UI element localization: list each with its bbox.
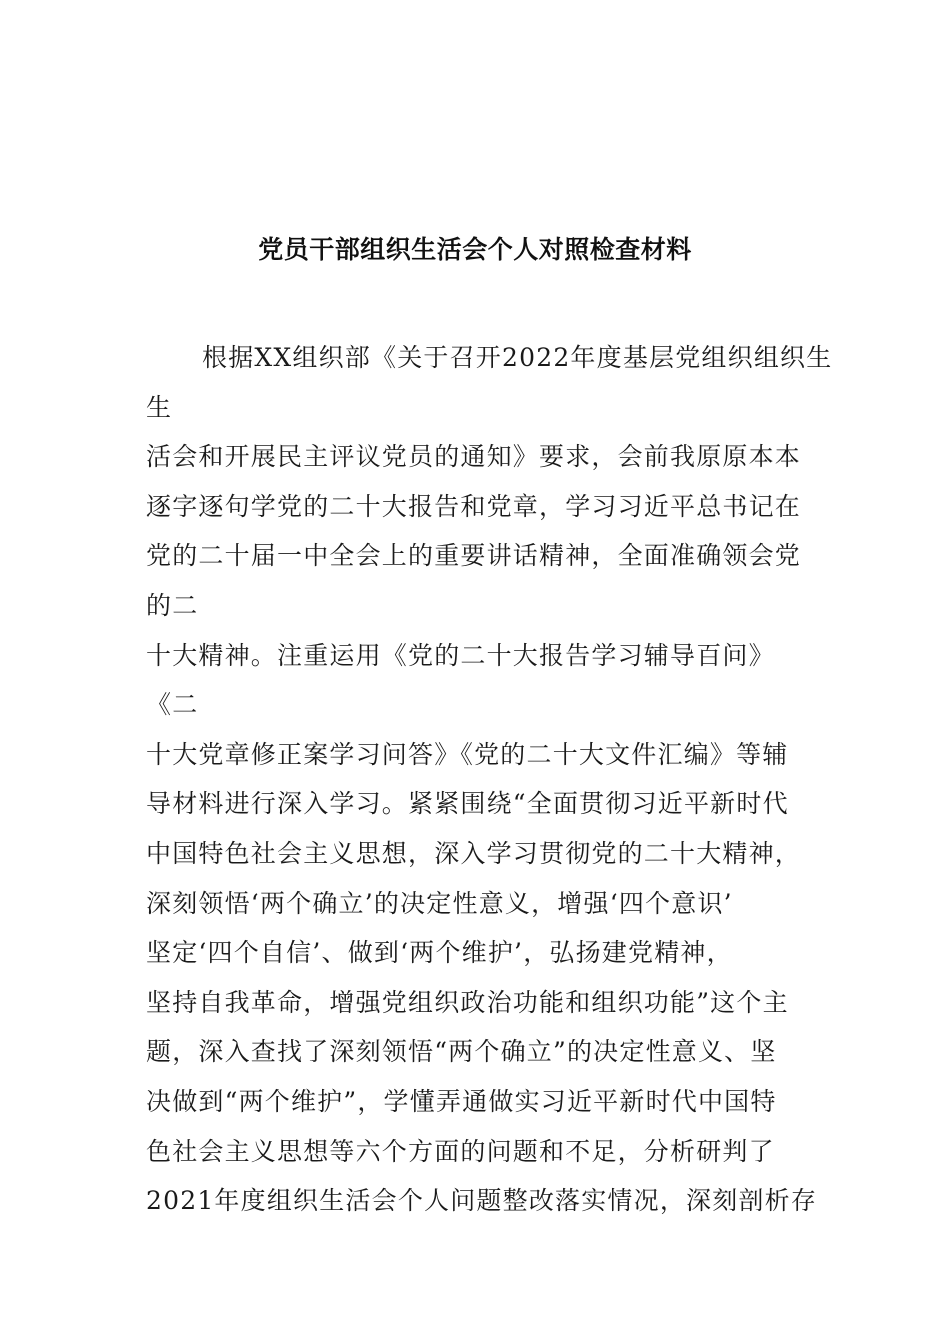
body-line: 逐字逐句学党的二十大报告和党章，学习习近平总书记在 <box>146 491 802 521</box>
body-line: 深刻领悟‘两个确立’的决定性意义，增强‘四个意识’ <box>146 888 733 918</box>
body-line: 色社会主义思想等六个方面的问题和不足，分析研判了 <box>146 1136 775 1166</box>
body-line: 导材料进行深入学习。紧紧围绕“全面贯彻习近平新时代 <box>146 789 789 819</box>
body-line: 坚定‘四个自信’、做到‘两个维护’，弘扬建党精神， <box>146 938 733 968</box>
body-line: 十大党章修正案学习问答》《党的二十大文件汇编》等辅 <box>146 739 789 769</box>
body-line: 活会和开展民主评议党员的通知》要求，会前我原原本本 <box>146 442 802 472</box>
body-line: 决做到“两个维护”，学懂弄通做实习近平新时代中国特 <box>146 1086 777 1116</box>
document-body <box>146 333 833 1226</box>
body-line: 题，深入查找了深刻领悟“两个确立”的决定性意义、坚 <box>146 1037 777 1067</box>
body-line: 2021年度组织生活会个人问题整改落实情况，深刻剖析存 <box>146 1186 818 1216</box>
body-line: 生 <box>146 392 173 422</box>
body-line: 的二 <box>146 590 199 620</box>
body-line: 党的二十届一中全会上的重要讲话精神，全面准确领会党 <box>146 541 802 571</box>
body-line: 十大精神。注重运用《党的二十大报告学习辅导百问》 <box>146 640 775 670</box>
body-line: 中国特色社会主义思想，深入学习贯彻党的二十大精神， <box>146 838 802 868</box>
body-line: 《二 <box>146 690 199 720</box>
body-line: 坚持自我革命，增强党组织政治功能和组织功能”这个主 <box>146 987 789 1017</box>
document-title: 党员干部组织生活会个人对照检查材料 <box>258 235 692 264</box>
body-line: 根据XX组织部《关于召开2022年度基层党组织组织生 <box>202 343 833 372</box>
